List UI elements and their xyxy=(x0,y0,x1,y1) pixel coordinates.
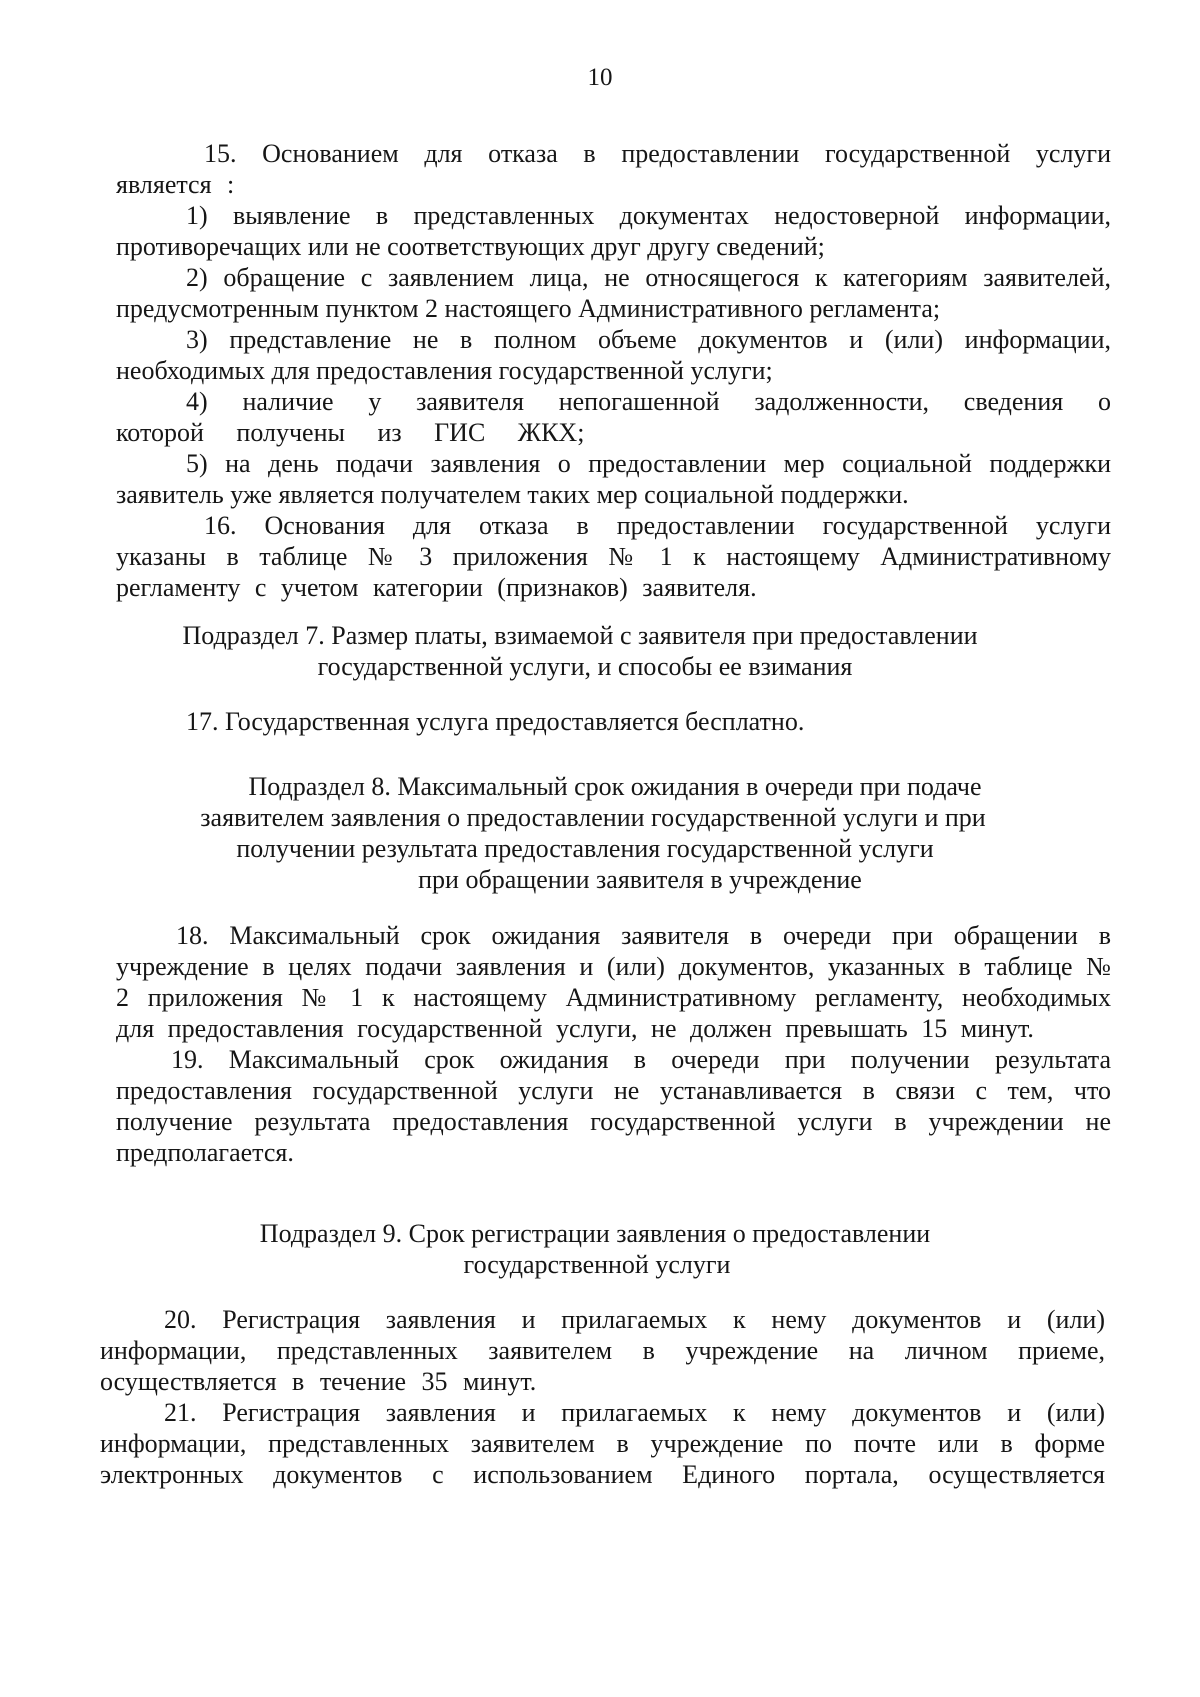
subsection-8-line3: получении результата предоставления государственной услуги xyxy=(236,834,934,863)
subsection-8-line1: Подраздел 8. Максимальный срок ожидания в очереди при подаче xyxy=(248,772,982,801)
subsection-9-line2: государственной услуги xyxy=(463,1250,731,1279)
paragraph-17: 17. Государственная услуга предоставляется бесплатно. xyxy=(186,707,805,736)
paragraph-17-block xyxy=(116,706,1111,737)
paragraph-15-item: 3) представление не в полном объеме документов и (или) информации, необходимых для предоставления государственной услуги; xyxy=(116,325,1111,385)
subsection-8-line4: при обращении заявителя в учреждение xyxy=(418,865,862,894)
subsection-8-line2: заявителем заявления о предоставлении государственной услуги и при xyxy=(200,803,986,832)
subsection-7-heading xyxy=(0,620,1200,682)
subsection-7-line1: Подраздел 7. Размер платы, взимаемой с заявителя при предоставлении xyxy=(182,621,978,650)
paragraph-15 xyxy=(116,138,1111,603)
subsection-8-heading xyxy=(0,771,1200,895)
paragraphs-18-19 xyxy=(116,920,1111,1168)
paragraph-19: 19. Максимальный срок ожидания в очереди при получении результата предоставления государственной услуги не устанавливается в связи с тем, что получение результата предоставления государственной услуги в учреждении не предполагается. xyxy=(116,1045,1111,1167)
subsection-7-line2: государственной услуги, и способы ее взимания xyxy=(317,652,853,681)
paragraph-15-intro: 15. Основанием для отказа в предоставлении государственной услуги является : xyxy=(116,139,1111,199)
paragraph-20: 20. Регистрация заявления и прилагаемых к нему документов и (или) информации, представленных заявителем в учреждение на личном приеме, осуществляется в течение 35 минут. xyxy=(100,1305,1105,1396)
paragraphs-20-21 xyxy=(100,1304,1105,1490)
paragraph-15-item: 1) выявление в представленных документах недостоверной информации, противоречащих или не соответствующих друг другу сведений; xyxy=(116,201,1111,261)
subsection-9-line1: Подраздел 9. Срок регистрации заявления о предоставлении xyxy=(259,1219,931,1248)
paragraph-16: 16. Основания для отказа в предоставлении государственной услуги указаны в таблице № 3 приложения № 1 к настоящему Административному регламенту с учетом категории (признаков) заявителя. xyxy=(116,511,1111,602)
subsection-9-heading xyxy=(0,1218,1200,1280)
paragraph-18: 18. Максимальный срок ожидания заявителя в очереди при обращении в учреждение в целях подачи заявления и (или) документов, указанных в таблице № 2 приложения № 1 к настоящему Административному регламенту, необходимых для предоставления государственной услуги, не должен превышать 15 минут. xyxy=(116,921,1111,1043)
page-number: 10 xyxy=(587,64,613,91)
paragraph-15-item: 4) наличие у заявителя непогашенной задолженности, сведения о которой получены из ГИС ЖКХ; xyxy=(116,387,1111,447)
paragraph-15-item: 2) обращение с заявлением лица, не относящегося к категориям заявителей, предусмотренным пунктом 2 настоящего Административного регламента; xyxy=(116,263,1111,323)
paragraph-15-item: 5) на день подачи заявления о предоставлении мер социальной поддержки заявитель уже является получателем таких мер социальной поддержки. xyxy=(116,449,1111,509)
paragraph-21: 21. Регистрация заявления и прилагаемых к нему документов и (или) информации, представленных заявителем в учреждение по почте или в форме электронных документов с использованием Единого портала, осуществляется xyxy=(100,1398,1105,1489)
